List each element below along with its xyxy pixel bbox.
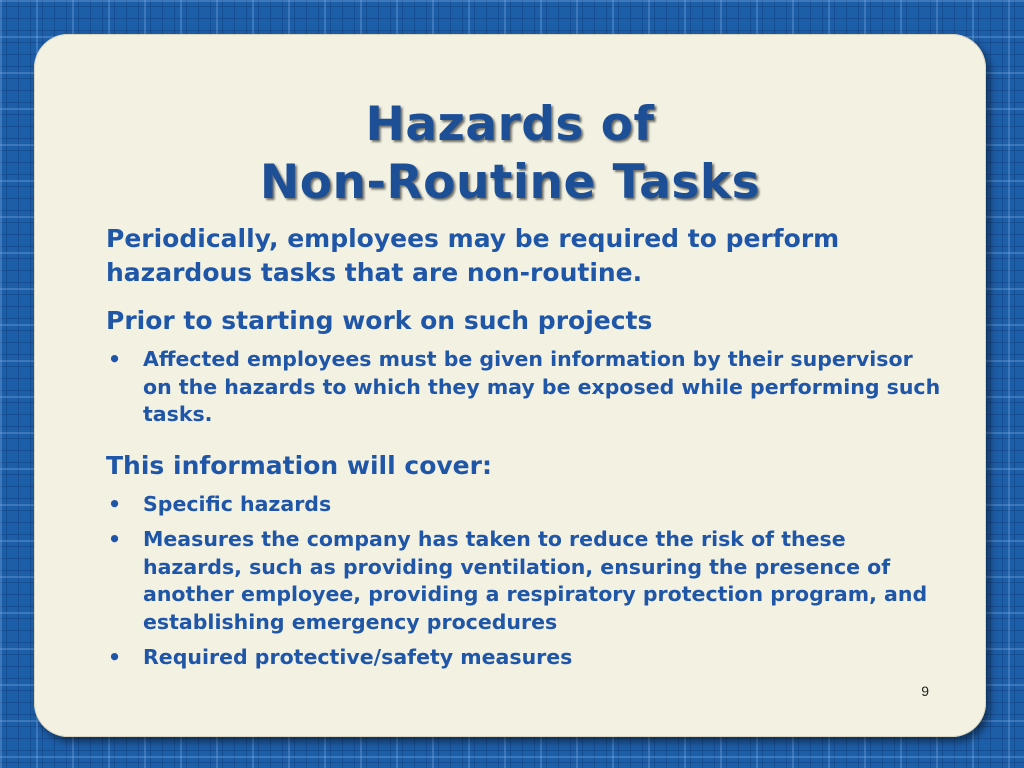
slide-title (34, 96, 986, 212)
bullet-glyph: • (108, 491, 122, 516)
list-item (106, 644, 946, 672)
section-heading-prior: Prior to starting work on such projects (106, 306, 653, 335)
list-item (106, 491, 946, 519)
bullet-text: Measures the company has taken to reduce the risk of these hazards, such as providing ventilation, ensuring the presence of another employee, providing a respiratory protection program, and establishing emergency procedures (143, 527, 928, 634)
bullet-text: Required protective/safety measures (143, 645, 573, 669)
slide-content (106, 222, 946, 686)
page-number: 9 (921, 683, 929, 699)
slide-title-line-1: Hazards of (365, 97, 655, 152)
bullet-list-prior (106, 346, 946, 429)
list-item (106, 346, 946, 429)
bullet-text: Affected employees must be given information by their supervisor on the hazards to which they may be exposed while performing such tasks. (143, 347, 941, 426)
list-item (106, 526, 946, 636)
bullet-list-cover (106, 491, 946, 672)
slide-panel (34, 34, 986, 737)
bullet-text: Specific hazards (143, 491, 332, 516)
bullet-glyph: • (108, 527, 122, 551)
slide-title-line-2: Non-Routine Tasks (259, 155, 761, 210)
intro-paragraph: Periodically, employees may be required to perform hazardous tasks that are non-routine. (106, 224, 840, 287)
bullet-glyph: • (108, 347, 122, 371)
section-heading-cover: This information will cover: (106, 450, 492, 480)
bullet-glyph: • (108, 645, 122, 669)
